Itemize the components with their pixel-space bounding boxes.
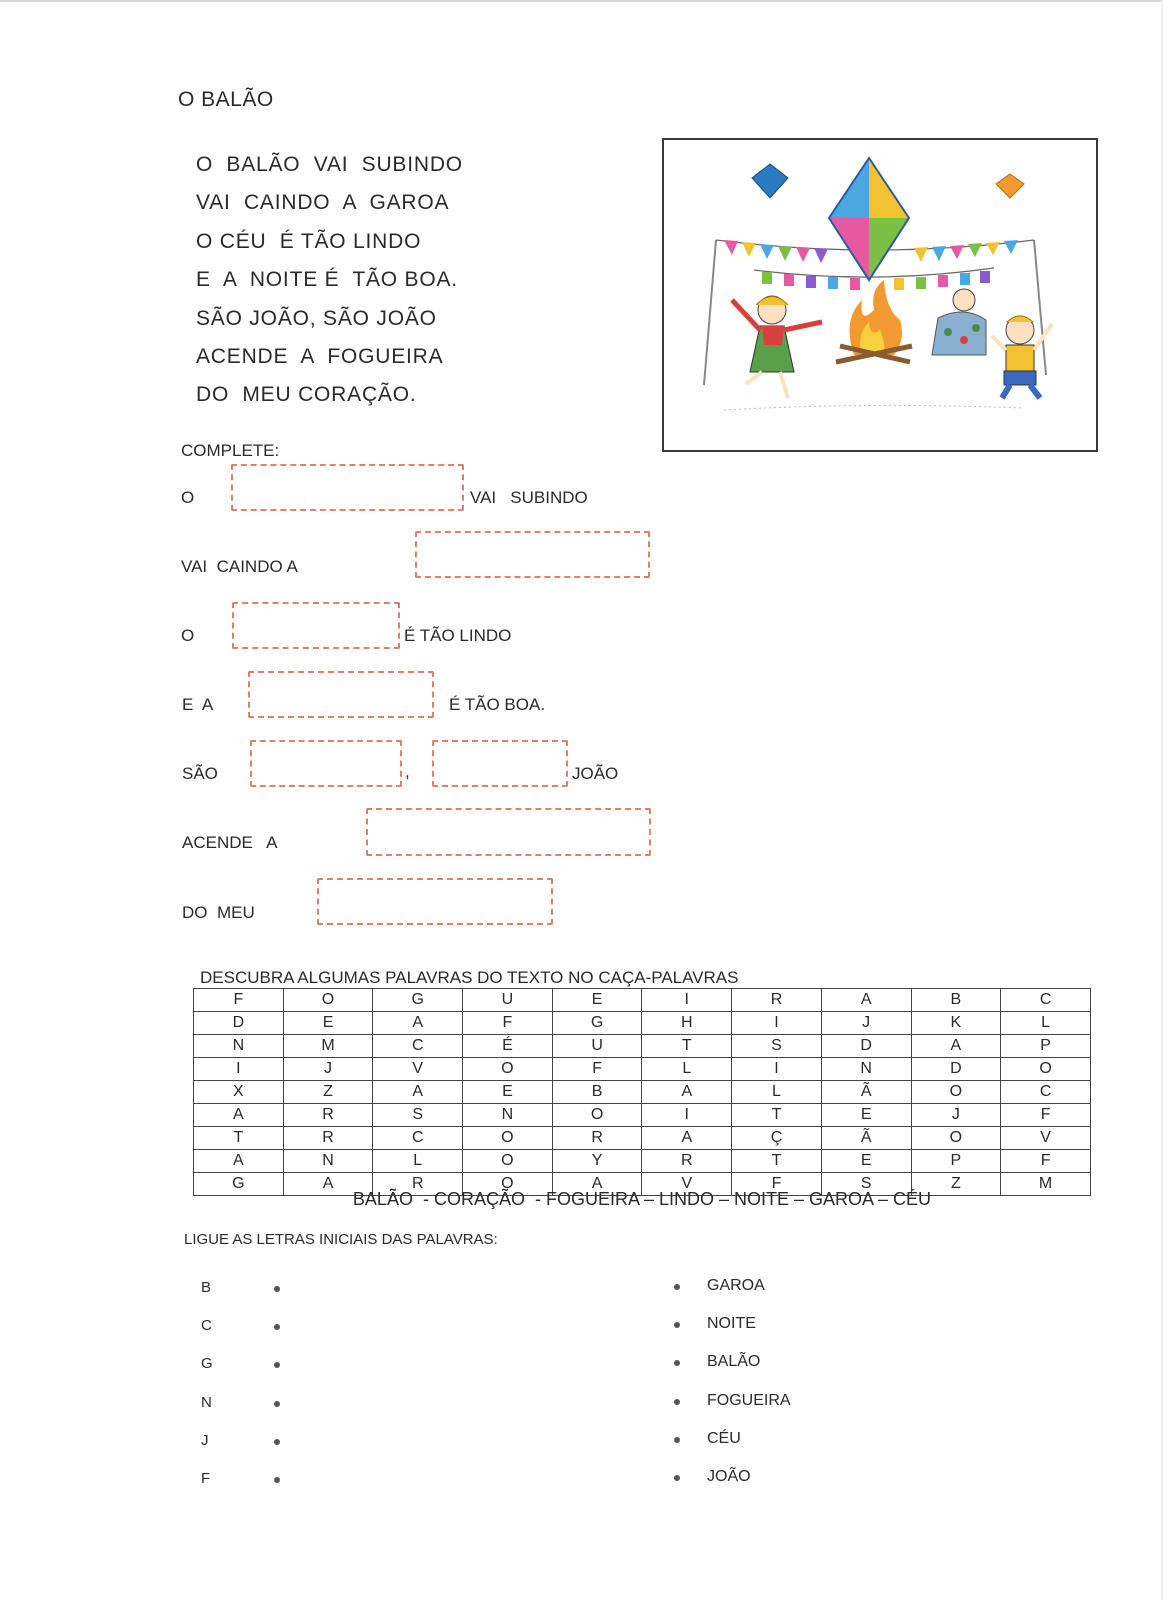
sitting-child-figure	[932, 289, 986, 355]
word-search-cell[interactable]: R	[283, 1127, 373, 1150]
word-search-row	[194, 1150, 1091, 1173]
word-search-cell[interactable]: R	[642, 1150, 732, 1173]
match-dot-right[interactable]	[674, 1399, 680, 1405]
word-search-cell[interactable]: U	[552, 1035, 642, 1058]
word-search-cell[interactable]: I	[732, 1012, 822, 1035]
complete-row-1-before: O	[181, 488, 195, 507]
girl-figure	[732, 296, 822, 398]
word-search-cell[interactable]: R	[373, 1173, 463, 1196]
word-search-cell[interactable]: D	[821, 1035, 911, 1058]
blank-box-6[interactable]	[366, 808, 651, 856]
word-search-cell[interactable]: Y	[552, 1150, 642, 1173]
word-search-cell[interactable]: N	[821, 1058, 911, 1081]
word-search-cell[interactable]: F	[552, 1058, 642, 1081]
word-search-cell[interactable]: V	[373, 1058, 463, 1081]
word-search-cell[interactable]: E	[283, 1012, 373, 1035]
word-search-cell[interactable]: A	[283, 1173, 373, 1196]
word-search-cell[interactable]: J	[911, 1104, 1001, 1127]
match-letter: N	[201, 1393, 212, 1411]
word-search-cell[interactable]: A	[373, 1012, 463, 1035]
word-search-cell[interactable]: I	[642, 989, 732, 1012]
word-search-cell[interactable]: O	[283, 989, 373, 1012]
match-word: FOGUEIRA	[707, 1391, 791, 1409]
poem-line: O CÉU É TÃO LINDO	[196, 229, 422, 253]
word-search-cell[interactable]: L	[642, 1058, 732, 1081]
balloon-small-right	[996, 174, 1024, 198]
blank-box-1[interactable]	[231, 464, 464, 511]
match-word: GAROA	[707, 1277, 765, 1294]
match-dot-right[interactable]	[674, 1322, 680, 1328]
match-dot-left[interactable]	[274, 1401, 280, 1407]
match-dot-left[interactable]	[274, 1286, 280, 1292]
word-search-cell[interactable]: P	[1001, 1035, 1091, 1058]
match-dot-right[interactable]	[674, 1437, 680, 1443]
word-search-cell[interactable]: T	[194, 1127, 284, 1150]
word-search-cell[interactable]: A	[373, 1081, 463, 1104]
word-search-cell[interactable]: B	[552, 1081, 642, 1104]
ground	[724, 405, 1024, 410]
blank-box-3[interactable]	[232, 602, 400, 649]
word-search-cell[interactable]: Z	[911, 1173, 1001, 1196]
word-search-cell[interactable]: O	[552, 1104, 642, 1127]
word-search-cell[interactable]: M	[1001, 1173, 1091, 1196]
word-search-cell[interactable]: O	[911, 1081, 1001, 1104]
word-search-cell[interactable]: A	[552, 1173, 642, 1196]
word-search-cell[interactable]: F	[1001, 1104, 1091, 1127]
word-search-cell[interactable]: C	[1001, 989, 1091, 1012]
word-search-cell[interactable]: M	[283, 1035, 373, 1058]
complete-row-5-comma: ,	[405, 762, 410, 781]
complete-row-7-before: DO MEU	[182, 903, 255, 922]
complete-row-4-before: E A	[182, 695, 214, 714]
word-search-cell[interactable]: N	[463, 1104, 553, 1127]
match-word: NOITE	[707, 1315, 756, 1333]
word-search-row	[194, 1058, 1091, 1081]
complete-row-2-before: VAI CAINDO A	[181, 557, 298, 576]
word-search-cell[interactable]: Z	[283, 1081, 373, 1104]
word-search-grid	[193, 988, 1091, 1196]
word-search-row	[194, 1035, 1091, 1058]
word-search-cell[interactable]: A	[194, 1104, 284, 1127]
match-letter: G	[201, 1355, 213, 1373]
word-search-cell[interactable]: R	[283, 1104, 373, 1127]
word-search-cell[interactable]: F	[463, 1012, 553, 1035]
word-search-cell[interactable]: F	[194, 989, 284, 1012]
poem-line: O BALÃO VAI SUBINDO	[196, 153, 463, 176]
poem-line: ACENDE A FOGUEIRA	[196, 344, 444, 368]
match-dot-left[interactable]	[274, 1362, 280, 1368]
word-search-row	[194, 1012, 1091, 1035]
word-search-row	[194, 1127, 1091, 1150]
blank-box-5a[interactable]	[250, 740, 402, 787]
word-search-cell[interactable]: S	[373, 1104, 463, 1127]
page-title: O BALÃO	[178, 88, 274, 111]
word-search-cell[interactable]: E	[463, 1081, 553, 1104]
word-search-cell[interactable]: S	[821, 1173, 911, 1196]
word-search-cell[interactable]: G	[194, 1173, 284, 1196]
poem-line: VAI CAINDO A GAROA	[196, 191, 450, 215]
word-search-cell[interactable]: Ç	[732, 1127, 822, 1150]
word-search-cell[interactable]: A	[642, 1081, 732, 1104]
word-search-cell[interactable]: A	[642, 1127, 732, 1150]
word-search-cell[interactable]: J	[283, 1058, 373, 1081]
word-search-cell[interactable]: F	[732, 1173, 822, 1196]
complete-row-1-after: VAI SUBINDO	[470, 488, 588, 507]
word-search-cell[interactable]: A	[911, 1035, 1001, 1058]
word-search-cell[interactable]: Ã	[821, 1127, 911, 1150]
word-search-cell[interactable]: T	[642, 1035, 732, 1058]
blank-box-4[interactable]	[248, 671, 434, 718]
word-search-cell[interactable]: V	[642, 1173, 732, 1196]
word-search-cell[interactable]: L	[732, 1081, 822, 1104]
word-search-cell[interactable]: O	[463, 1173, 553, 1196]
word-search-cell[interactable]: N	[283, 1150, 373, 1173]
poem-line: SÃO JOÃO, SÃO JOÃO	[196, 306, 437, 330]
match-dot-left[interactable]	[274, 1477, 280, 1483]
word-search-cell[interactable]: C	[1001, 1081, 1091, 1104]
match-word: BALÃO	[707, 1353, 761, 1371]
word-search-cell[interactable]: P	[911, 1150, 1001, 1173]
word-search-cell[interactable]: B	[911, 989, 1001, 1012]
word-search-cell[interactable]: K	[911, 1012, 1001, 1035]
word-search-row	[194, 1104, 1091, 1127]
blank-box-7[interactable]	[317, 878, 553, 925]
complete-row-4-after: É TÃO BOA.	[449, 695, 546, 714]
word-search-cell[interactable]: E	[821, 1150, 911, 1173]
word-search-cell[interactable]: T	[732, 1150, 822, 1173]
blank-box-2[interactable]	[415, 531, 650, 578]
blank-box-5b[interactable]	[432, 740, 568, 787]
poem-line: E A NOITE É TÃO BOA.	[196, 268, 458, 292]
match-dot-right[interactable]	[674, 1475, 680, 1481]
pole-left	[704, 240, 716, 385]
word-search-word-list: BALÃO - CORAÇÃO - FOGUEIRA – LINDO – NOITE – GAROA – CÉU	[352, 1189, 932, 1209]
match-dot-right[interactable]	[674, 1360, 680, 1366]
match-word: CÉU	[707, 1429, 741, 1447]
match-dot-left[interactable]	[274, 1324, 280, 1330]
word-search-cell[interactable]: E	[552, 989, 642, 1012]
complete-row-6-before: ACENDE A	[182, 833, 278, 852]
boy-figure	[992, 316, 1052, 398]
word-search-title: DESCUBRA ALGUMAS PALAVRAS DO TEXTO NO CAÇA-PALAVRAS	[200, 968, 739, 987]
poem	[196, 146, 463, 415]
match-word: JOÃO	[707, 1468, 751, 1485]
word-search-cell[interactable]: O	[463, 1150, 553, 1173]
match-letter: F	[201, 1470, 211, 1487]
word-search-cell[interactable]: G	[373, 989, 463, 1012]
match-letter: B	[201, 1279, 212, 1296]
word-search-cell[interactable]: L	[373, 1150, 463, 1173]
word-search-cell[interactable]: T	[732, 1104, 822, 1127]
word-search-cell[interactable]: R	[732, 989, 822, 1012]
complete-row-3-before: O	[181, 626, 195, 645]
word-search-cell[interactable]: L	[1001, 1012, 1091, 1035]
scan-top-edge	[0, 0, 1163, 2]
word-search-cell[interactable]: R	[552, 1127, 642, 1150]
word-search-row	[194, 989, 1091, 1012]
word-search-cell[interactable]: G	[552, 1012, 642, 1035]
word-search-cell[interactable]: O	[463, 1127, 553, 1150]
word-search-cell[interactable]: E	[821, 1104, 911, 1127]
bonfire	[836, 280, 912, 362]
complete-row-5-before: SÃO	[182, 764, 218, 783]
poem-line: DO MEU CORAÇÃO.	[196, 383, 417, 407]
word-search-cell[interactable]: Ã	[821, 1081, 911, 1104]
word-search-cell[interactable]: A	[821, 989, 911, 1012]
word-search-cell[interactable]: A	[194, 1150, 284, 1173]
word-search-cell[interactable]: I	[642, 1104, 732, 1127]
balloon-big	[829, 158, 909, 280]
word-search-cell[interactable]: I	[194, 1058, 284, 1081]
match-letter: C	[201, 1317, 212, 1335]
match-dot-right[interactable]	[674, 1284, 680, 1290]
word-search-cell[interactable]: H	[642, 1012, 732, 1035]
word-search-cell[interactable]: É	[463, 1035, 553, 1058]
word-search-cell[interactable]: C	[373, 1035, 463, 1058]
word-search-cell[interactable]: S	[732, 1035, 822, 1058]
pole-right	[1034, 240, 1046, 375]
match-letter: J	[201, 1431, 209, 1449]
word-search-cell[interactable]: O	[911, 1127, 1001, 1150]
word-search-row	[194, 1081, 1091, 1104]
festa-junina-illustration	[662, 138, 1098, 452]
matching-title: LIGUE AS LETRAS INICIAIS DAS PALAVRAS:	[184, 1231, 498, 1248]
word-search-cell[interactable]: O	[463, 1058, 553, 1081]
word-search-cell[interactable]: V	[1001, 1127, 1091, 1150]
complete-row-3-after: É TÃO LINDO	[404, 626, 512, 645]
word-search-cell[interactable]: X	[194, 1081, 284, 1104]
match-dot-left[interactable]	[274, 1439, 280, 1445]
word-search-cell[interactable]: F	[1001, 1150, 1091, 1173]
complete-title: COMPLETE:	[181, 441, 280, 460]
word-search-cell[interactable]: C	[373, 1127, 463, 1150]
illustration-svg	[664, 140, 1096, 450]
balloon-small-left	[752, 164, 788, 198]
word-search-cell[interactable]: U	[463, 989, 553, 1012]
complete-row-5-after: JOÃO	[572, 764, 619, 783]
word-search-cell[interactable]: N	[194, 1035, 284, 1058]
word-search-cell[interactable]: I	[732, 1058, 822, 1081]
word-search-cell[interactable]: D	[911, 1058, 1001, 1081]
word-search-cell[interactable]: D	[194, 1012, 284, 1035]
word-search-cell[interactable]: O	[1001, 1058, 1091, 1081]
word-search-cell[interactable]: J	[821, 1012, 911, 1035]
